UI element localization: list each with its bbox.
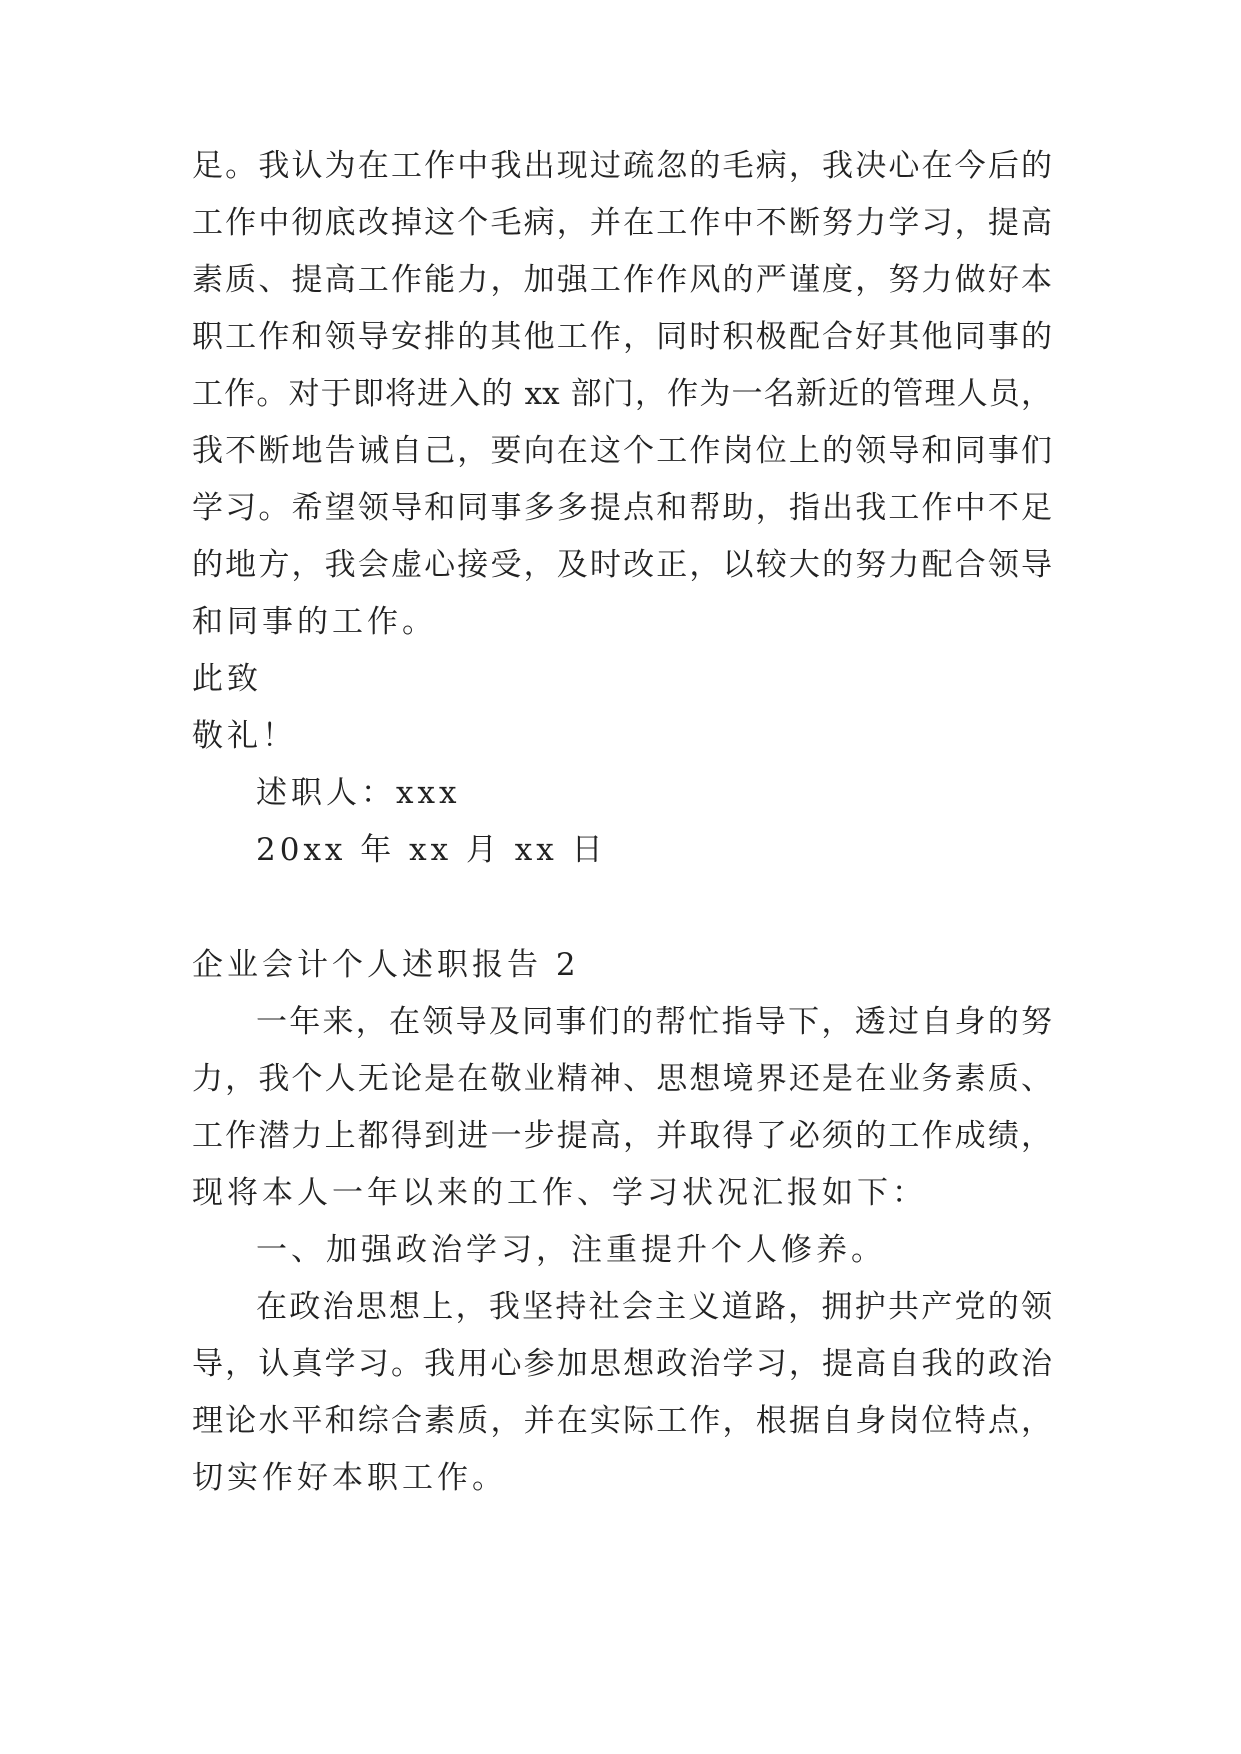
paragraph-line: 和同事的工作。 xyxy=(192,604,437,640)
paragraph-line: 理论水平和综合素质，并在实际工作，根据自身岗位特点， xyxy=(192,1403,1052,1439)
paragraph-line: 工作中彻底改掉这个毛病，并在工作中不断努力学习，提高 xyxy=(192,205,1052,241)
signer-line: 述职人：xxx xyxy=(256,775,461,811)
subheading: 一、加强政治学习，注重提升个人修养。 xyxy=(256,1232,886,1268)
paragraph-line: 导，认真学习。我用心参加思想政治学习，提高自我的政治 xyxy=(192,1346,1052,1382)
paragraph-line: 素质、提高工作能力，加强工作作风的严谨度，努力做好本 xyxy=(192,262,1052,298)
paragraph-line: 的地方，我会虚心接受，及时改正，以较大的努力配合领导 xyxy=(192,547,1052,583)
paragraph-line: 我不断地告诫自己，要向在这个工作岗位上的领导和同事们 xyxy=(192,433,1052,469)
paragraph-line: 在政治思想上，我坚持社会主义道路，拥护共产党的领 xyxy=(256,1289,1052,1325)
paragraph-line: 工作潜力上都得到进一步提高，并取得了必须的工作成绩， xyxy=(192,1118,1052,1154)
paragraph-line: 工作。对于即将进入的 xx 部门，作为一名新近的管理人员， xyxy=(192,376,1052,412)
paragraph-line: 学习。希望领导和同事多多提点和帮助，指出我工作中不足 xyxy=(192,490,1052,526)
paragraph-line: 一年来，在领导及同事们的帮忙指导下，透过自身的努 xyxy=(256,1004,1052,1040)
closing-salutation: 此致 xyxy=(192,661,262,697)
paragraph-line: 足。我认为在工作中我出现过疏忽的毛病，我决心在今后的 xyxy=(192,148,1052,184)
date-line: 20xx 年 xx 月 xx 日 xyxy=(256,832,607,868)
paragraph-line: 力，我个人无论是在敬业精神、思想境界还是在业务素质、 xyxy=(192,1061,1052,1097)
paragraph-line: 职工作和领导安排的其他工作，同时积极配合好其他同事的 xyxy=(192,319,1052,355)
closing-respect: 敬礼！ xyxy=(192,718,297,754)
paragraph-line: 现将本人一年以来的工作、学习状况汇报如下： xyxy=(192,1175,927,1211)
paragraph-line: 切实作好本职工作。 xyxy=(192,1460,507,1496)
section-title: 企业会计个人述职报告 2 xyxy=(192,947,580,983)
